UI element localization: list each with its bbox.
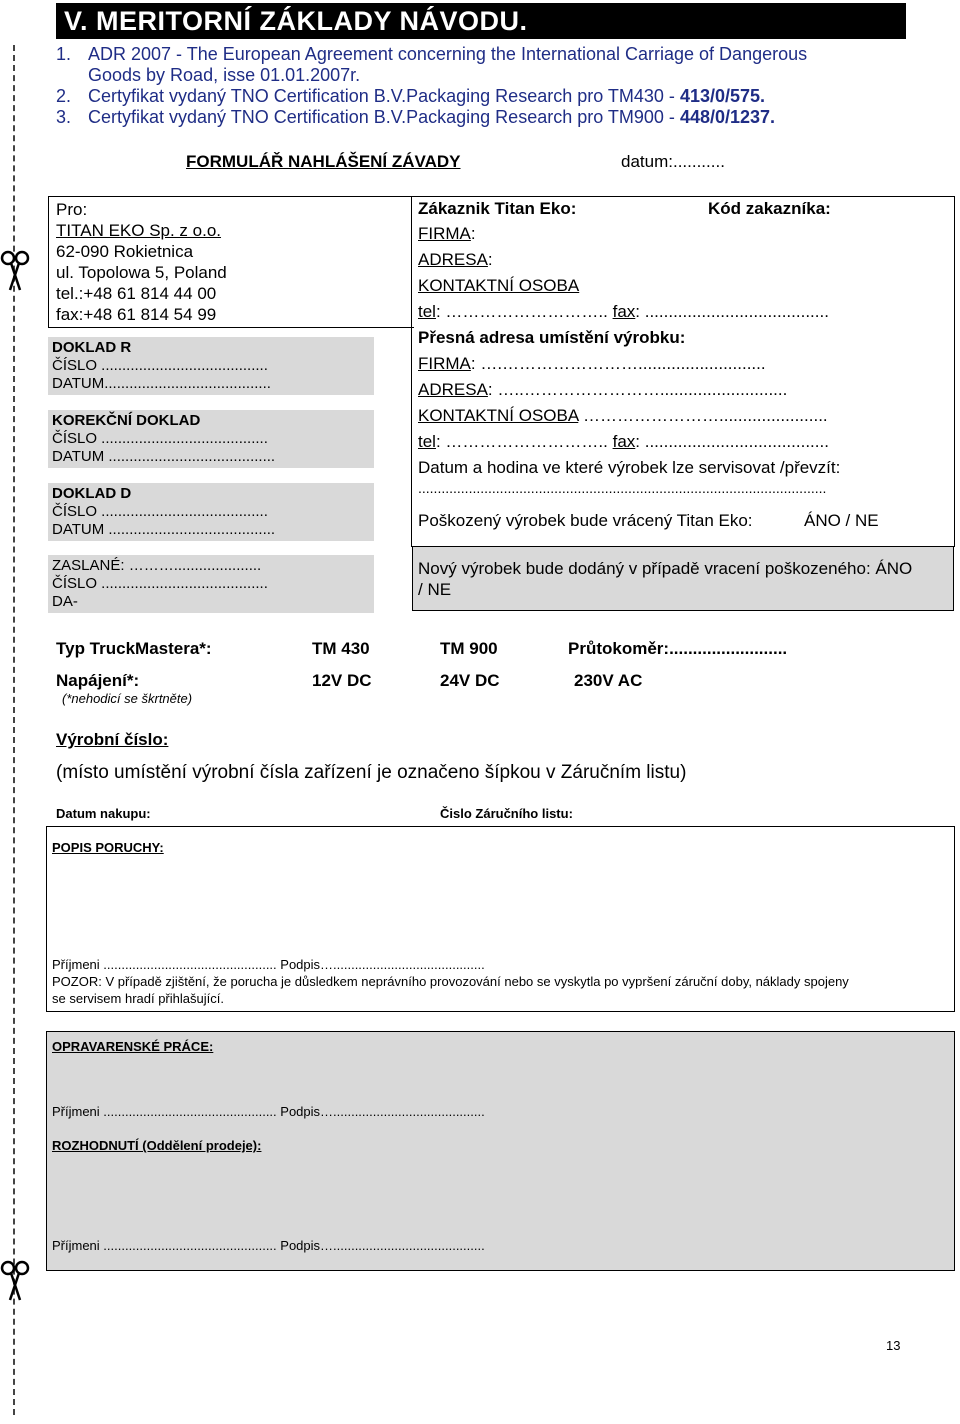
power-note: (*nehodicí se škrtněte)	[62, 691, 193, 706]
reference-item: 1. ADR 2007 - The European Agreement concerning the International Carriage of Dangerous	[56, 44, 808, 64]
fault-title: POPIS PORUCHY:	[52, 840, 164, 855]
serial-number-label: Výrobní číslo:	[56, 730, 169, 749]
purchase-date-label[interactable]: Datum nakupu:	[56, 806, 151, 821]
fault-warning: POZOR: V případě zjištění, že porucha je důsledkem neprávního provozování nebo se vyskytla po vypršení záruční doby, náklady spojeny se servisem hradí přihlašující.	[52, 974, 849, 1006]
scissors-icon	[0, 248, 30, 288]
reference-item-cont: Goods by Road, isse 01.01.2007r.	[88, 65, 361, 85]
customer-fields: Zákaznik Titan Eko: Kód zakazníka: FIRMA: ADRESA: KONTAKTNÍ OSOBA tel: ……………………….. fax: ....................................... Přesná adresa umístění výrobku: FIRMA: ….……………………........................... ADRESA: …..……………………........................... KONTAKTNÍ OSOBA ……………………....................... tel: ……………………….. fax: ....................................... Datum a hodina ve které výrobek lze servisovat /převzít: ......................................................................................................... Poškozený výrobek bude vrácený Titan Eko: ÁNO / NE	[418, 199, 948, 535]
reference-item: 3. Certyfikat vydaný TNO Certification B.V.Packaging Research pro TM900 - 448/0/1237.	[56, 107, 776, 127]
customer-label: Zákaznik Titan Eko:	[418, 199, 577, 218]
customer-code-label[interactable]: Kód zakazníka:	[708, 199, 831, 218]
fault-signature[interactable]: Příjmeni ................................................ Podpis…..........................................	[52, 957, 485, 972]
zaslane-box: ZASLANÉ: ………..................... ČÍSLO ........................................ DA-	[48, 555, 374, 613]
type-option-tm430[interactable]: TM 430	[312, 639, 370, 658]
page-number: 13	[886, 1338, 901, 1353]
service-label: Datum a hodina ve které výrobek lze servisovat /převzít:	[418, 458, 841, 477]
reference-item: 2. Certyfikat vydaný TNO Certification B.V.Packaging Research pro TM430 - 413/0/575.	[56, 86, 766, 106]
serial-number-note: (místo umístění výrobní čísla zařízení je označeno šípkou v Záručním listu)	[56, 762, 687, 783]
truckmaster-type-label: Typ TruckMastera*:	[56, 639, 212, 658]
decision-signature[interactable]: Příjmeni ................................................ Podpis…..........................................	[52, 1238, 485, 1253]
flowmeter-field[interactable]: Průtokoměr:.........................	[568, 639, 788, 658]
service-dots[interactable]: .........................................................................................................	[418, 480, 827, 496]
power-label: Napájení*:	[56, 671, 140, 690]
power-option-230v[interactable]: 230V AC	[574, 671, 643, 690]
reference-list	[56, 44, 936, 128]
recipient-address: Pro: TITAN EKO Sp. z o.o. 62-090 Rokietnica ul. Topolowa 5, Poland tel.:+48 61 814 44 00 fax:+48 61 814 54 99	[56, 200, 227, 324]
korekcni-doklad-box: KOREKČNÍ DOKLAD ČÍSLO ........................................ DATUM ........................................	[48, 410, 374, 468]
doklad-r-box: DOKLAD R ČÍSLO ........................................ DATUM........................................	[48, 337, 374, 395]
repair-title: OPRAVARENSKÉ PRÁCE:	[52, 1039, 214, 1054]
section-title: V. MERITORNÍ ZÁKLADY NÁVODU.	[56, 3, 906, 39]
form-date[interactable]: datum:...........	[621, 152, 725, 171]
returned-options[interactable]: ÁNO / NE	[804, 511, 879, 530]
doklad-d-box: DOKLAD D ČÍSLO ........................................ DATUM ........................................	[48, 483, 374, 541]
warranty-number-label[interactable]: Čislo Záručního listu:	[440, 806, 573, 821]
type-option-tm900[interactable]: TM 900	[440, 639, 498, 658]
precise-address-label: Přesná adresa umístění výrobku:	[418, 328, 686, 347]
form-title: FORMULÁŘ NAHLÁŠENÍ ZÁVADY	[186, 152, 461, 171]
power-option-12v[interactable]: 12V DC	[312, 671, 372, 690]
decision-title: ROZHODNUTÍ (Oddělení prodeje):	[52, 1138, 262, 1153]
new-product-text: Nový výrobek bude dodáný v případě vracení poškozeného: ÁNO / NE	[418, 559, 913, 599]
repair-signature[interactable]: Příjmeni ................................................ Podpis…..........................................	[52, 1104, 485, 1119]
power-option-24v[interactable]: 24V DC	[440, 671, 500, 690]
scissors-icon	[0, 1258, 30, 1298]
returned-label: Poškozený výrobek bude vrácený Titan Eko:	[418, 511, 753, 530]
